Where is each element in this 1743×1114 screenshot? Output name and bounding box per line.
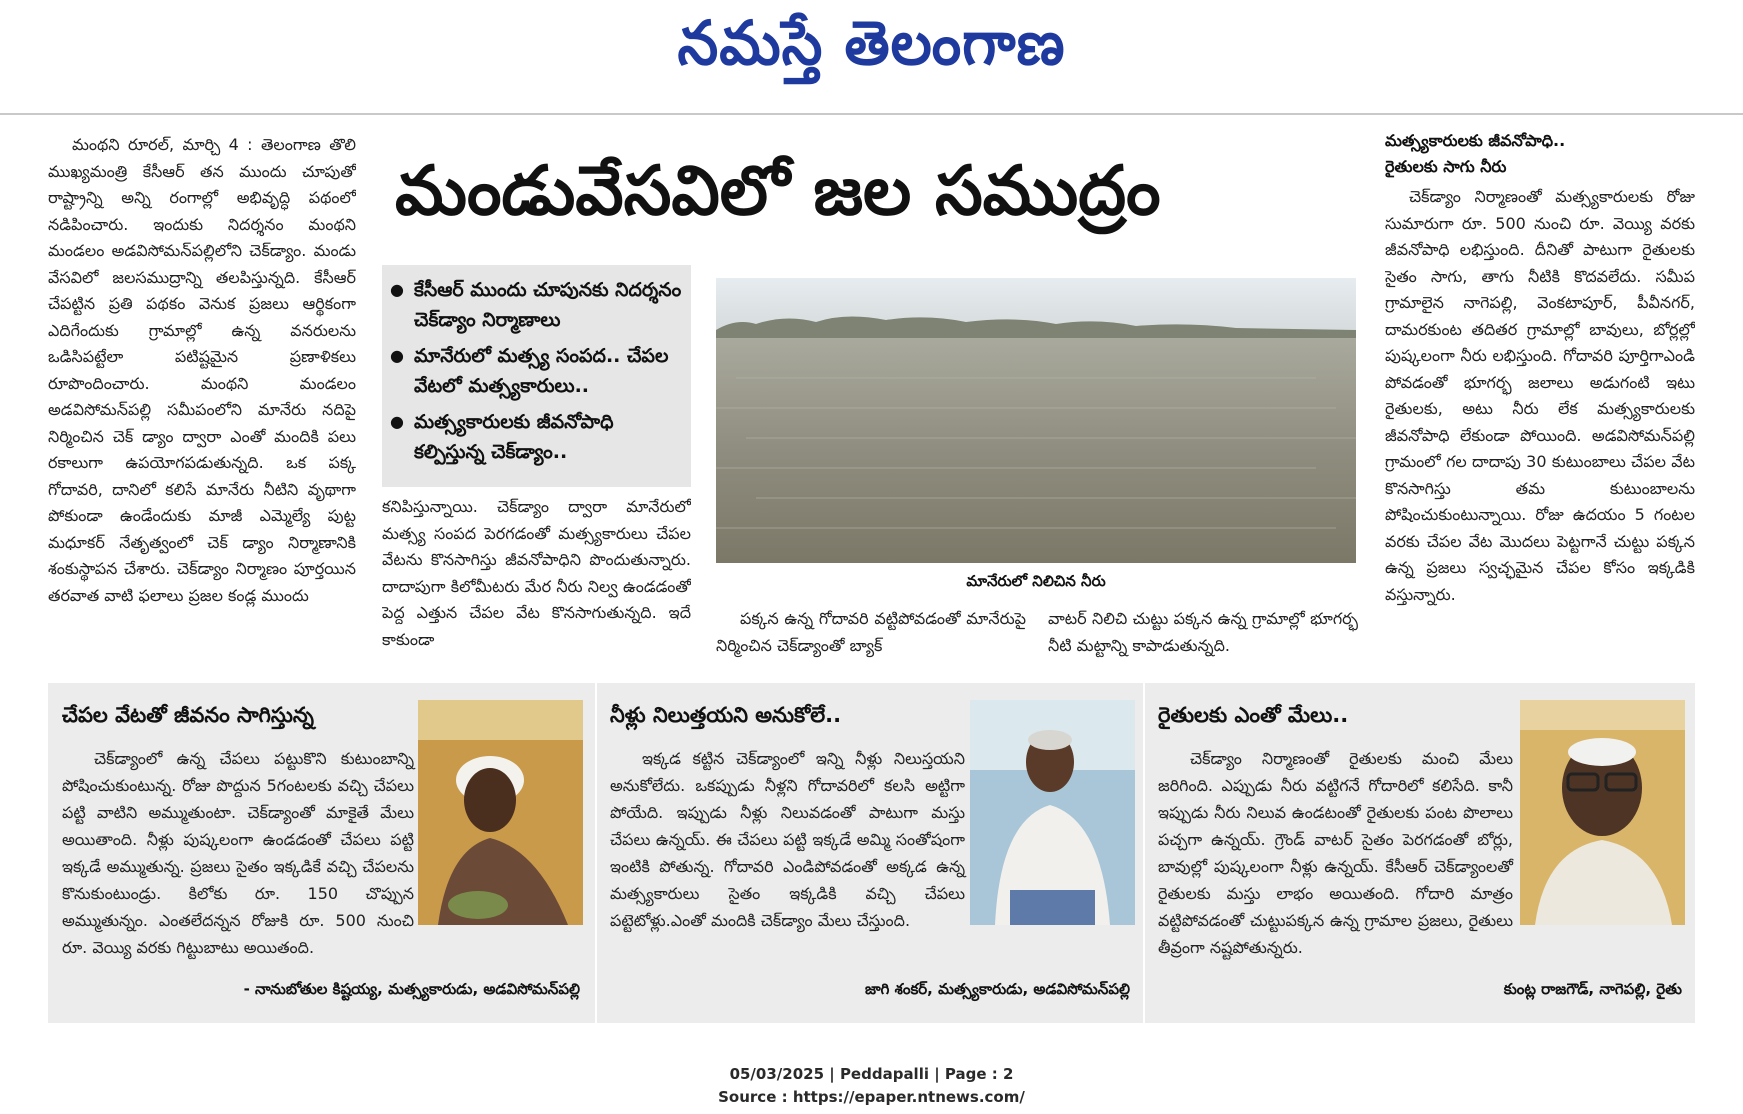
headline: మండువేసవిలో జల సముద్రం (395, 152, 1161, 231)
highlight-item: ● మత్స్యకారులకు జీవనోపాధి కల్పిస్తున్న చెక్‌డ్యాం.. (390, 407, 683, 467)
highlight-item: ● కేసీఆర్ ముందు చూపునకు నిదర్శనం చెక్‌డ్యాం నిర్మాణాలు (390, 275, 683, 335)
box2-portrait (970, 700, 1135, 925)
box1-portrait (418, 700, 583, 925)
box2-paragraph: ఇక్కడ కట్టిన చెక్‌డ్యాంలో ఇన్ని నీళ్లు నిలుస్తయని అనుకోలేదు. ఒకప్పుడు నీళ్లని గోదావరిలో కలసి అట్టిగా పోయేది. ఇప్పుడు నీళ్లు నిలువడంతో పాటుగా మస్తు చేపలు ఉన్నయ్. ఈ చేపలు పట్టి ఇక్కడే అమ్మి సంతోషంగా ఇంటికి పోతున్న. గోదావరి ఎండిపోవడంతో అక్కడ ఉన్న మత్స్యకారులు సైతం ఇక్కడికి వచ్చి చేపలు పట్టెటోళ్లు.ఎంతో మందికి చెక్‌డ్యాం మేలు చేస్తుంది. (610, 749, 965, 930)
box3-paragraph: చెక్‌డ్యాం నిర్మాణంతో రైతులకు మంచి మేలు జరిగింది. ఎప్పుడు నీరు వట్టిగనే గోదారిలో కలిసేది. కానీ ఇప్పుడు నీరు నిలువ ఉండటంతో రైతులకు పంట పొలాలు పచ్చగా ఉన్నయ్. గ్రౌండ్ వాటర్ సైతం పెరగడంతో బోర్లు, బావుల్లో పుష్కలంగా నీళ్లు ఉన్నయ్. కేసీఆర్ చెక్‌డ్యాంలతో రైతులకు మస్తు లాభం అయితంది. గోదారి మాత్రం వట్టిపోవడంతో చుట్టుపక్కన ఉన్న గ్రామాల ప్రజలు, రైతులు తీవ్రంగా నష్టపోతున్నరు. (1158, 749, 1513, 957)
box1-title: చేపల వేటతో జీవనం సాగిస్తున్న (62, 703, 314, 727)
highlight-item: ● మానేరులో మత్స్య సంపద.. చేపల వేటలో మత్స్యకారులు.. (390, 341, 683, 401)
panel-divider (595, 683, 597, 1023)
left-column-text (48, 132, 356, 662)
middle-column-text (382, 494, 691, 664)
box3-portrait (1520, 700, 1685, 925)
right-heading-line1: మత్స్యకారులకు జీవనోపాధి.. (1385, 131, 1566, 150)
masthead-logo: నమస్తే తెలంగాణ (677, 7, 1066, 79)
box1-paragraph: చెక్‌డ్యాంలో ఉన్న చేపలు పట్టుకొని కుటుంబాన్ని పోషించుకుంటున్న. రోజు పొద్దున 5గంటలకు వచ్చి చేపలు పట్టి వాటిని అమ్ముతుంటా. చెక్‌డ్యాంతో మాకైతే మేలు అయితాంది. నీళ్లు పుష్కలంగా ఉండడంతో చేపలు పట్టి ఇక్కడే అమ్ముతున్న. ప్రజలు సైతం ఇక్కడికే వచ్చి చేపలను కొనుకుంటుండ్రు. కిలోకు రూ. 150 చొప్పున అమ్ముతున్నం. ఎంతలేదన్నన రోజుకి రూ. 500 నుంచి రూ. వెయ్యి వరకు గిట్టుబాటు అయితంది. (62, 749, 414, 957)
box1-byline: - నానుబోతుల కిష్టయ్య, మత్స్యకారుడు, అడవిసోమన్‌పల్లి (243, 980, 580, 998)
panel-divider (1143, 683, 1145, 1023)
box3-body (1158, 745, 1513, 965)
box3-byline: కుంట్ల రాజగౌడ్, నాగెపల్లి, రైతు (1503, 980, 1682, 998)
masthead-rule (0, 113, 1743, 115)
middle-column-paragraph: కనిపిస్తున్నాయి. చెక్‌డ్యాం ద్వారా మానేరులో మత్స్య సంపద పెరగడంతో మత్స్యకారులు చేపల వేటను కొనసాగిస్తు జీవనోపాధిని పొందుతున్నారు. దాదాపుగా కిలోమీటరు మేర నీరు నిల్వ ఉండడంతో పెద్ద ఎత్తున చేపల వేట కొనసాగుతున్నది. ఇదే కాకుండా (382, 497, 691, 649)
right-column-text (1385, 184, 1695, 664)
right-heading-line2: రైతులకు సాగు నీరు (1385, 157, 1507, 176)
photo-caption: మానేరులో నిలిచిన నీరు (966, 572, 1106, 590)
left-column-paragraph: మంథని రూరల్, మార్చి 4 : తెలంగాణ తొలి ముఖ్యమంత్రి కేసీఆర్ తన ముందు చూపుతో రాష్ట్రాన్ని అన్ని రంగాల్లో అభివృద్ధి పథంలో నడిపించారు. ఇందుకు నిదర్శనం మంథని మండలం అడవిసోమన్‌పల్లిలోని చెక్‌డ్యాం. మండు వేసవిలో జలసముద్రాన్ని తలపిస్తున్నది. కేసీఆర్ చేపట్టిన ప్రతి పథకం వెనుక ప్రజలు ఆర్థికంగా ఎదిగేందుకు గ్రామాల్లో ఉన్న వనరులను ఒడిసిపట్టేలా పటిష్టమైన ప్రణాళికలు రూపొందించారు. మంథని మండలం అడవిసోమన్‌పల్లి సమీపంలోని మానేరు నదిపై నిర్మించిన చెక్ డ్యాం ద్వారా ఎంతో మందికి పలు రకాలుగా ఉపయోగపడుతున్నది. ఒక పక్క గోదావరి, దానిలో కలిసే మానేరు నీటిని వృథాగా పోకుండా ఉండేందుకు మాజీ ఎమ్మెల్యే పుట్ట మధూకర్ నేతృత్వంలో చెక్ డ్యాం నిర్మాణానికి శంకుస్థాపన చేశారు. చెక్‌డ్యాం నిర్మాణం పూర్తయిన తరవాత వాటి ఫలాలు ప్రజల కండ్ల ముందు (48, 135, 356, 605)
box3-title: రైతులకు ఎంతో మేలు.. (1158, 703, 1349, 727)
under-photo-left-text (716, 606, 1026, 666)
footer-source: Source : https://epaper.ntnews.com/ (718, 1088, 1025, 1106)
footer-date-edition: 05/03/2025 | Peddapalli | Page : 2 (729, 1065, 1014, 1083)
box2-byline: జాగి శంకర్, మత్స్యకారుడు, అడవిసోమన్‌పల్లి (864, 980, 1130, 998)
right-column-heading (1385, 128, 1695, 180)
under-photo-right-text (1048, 606, 1358, 666)
highlights-box (382, 265, 691, 487)
box2-body (610, 745, 965, 965)
box2-title: నీళ్లు నిలుత్తయని అనుకోలే.. (610, 703, 842, 727)
river-photo (716, 278, 1356, 563)
under-photo-right-paragraph: వాటర్ నిలిచి చుట్టు పక్కన ఉన్న గ్రామాల్లో భూగర్భ నీటి మట్టాన్ని కాపాడుతున్నది. (1048, 609, 1358, 655)
box1-body (62, 745, 414, 957)
right-column-paragraph: చెక్‌డ్యాం నిర్మాణంతో మత్స్యకారులకు రోజు సుమారుగా రూ. 500 నుంచి రూ. వెయ్యి వరకు జీవనోపాధి లభిస్తుంది. దీనితో పాటుగా రైతులకు సైతం సాగు, తాగు నీటికి కొదవలేదు. సమీప గ్రామాలైన నాగెపల్లి, వెంకటాపూర్, పీవీనగర్, దామరకుంట తదితర గ్రామాల్లో బావులు, బోర్లల్లో పుష్కలంగా నీరు లభిస్తుంది. గోదావరి పూర్తిగాఎండి పోవడంతో భూగర్భ జలాలు అడుగంటి ఇటు రైతులకు, అటు నీరు లేక మత్స్యకారులకు జీవనోపాధి లేకుండా పోయింది. అడవిసోమన్‌పల్లి గ్రామంలో గల దాదాపు 30 కుటుంబాలు చేపల వేట కొనసాగిస్తు తమ కుటుంబాలను పోషించుకుంటున్నాయి. రోజు ఉదయం 5 గంటల వరకు చేపల వేట మొదలు పెట్టగానే చుట్టు పక్కన ఉన్న ప్రజలు స్వచ్ఛమైన చేపల కోసం ఇక్కడికి వస్తున్నారు. (1385, 187, 1695, 604)
under-photo-left-paragraph: పక్కన ఉన్న గోదావరి వట్టిపోవడంతో మానేరుపై నిర్మించిన చెక్‌డ్యాంతో బ్యాక్ (716, 609, 1026, 655)
